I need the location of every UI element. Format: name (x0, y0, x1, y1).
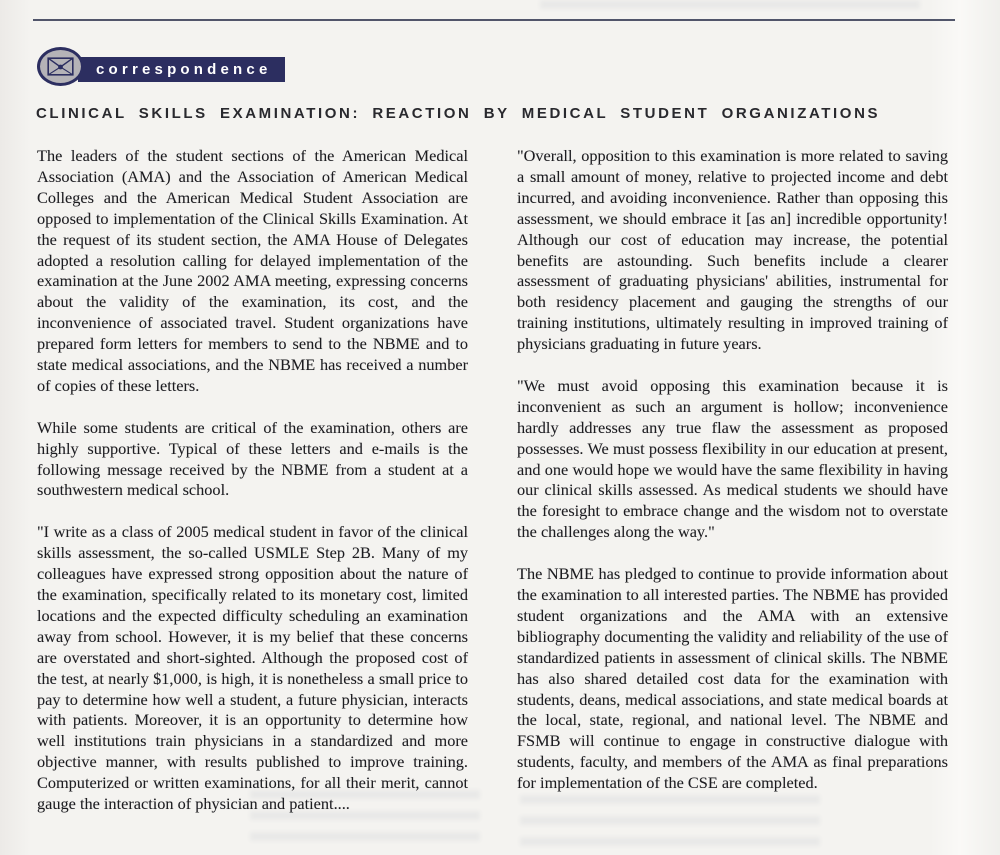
scan-bleedthrough (540, 0, 920, 14)
paragraph-student-letter-2: "Overall, opposition to this examination is more related to saving a small amount of money, relative to projected income and debt incurred, and avoiding inconvenience. Rather than opposing this assessment, we should embrace it [as an] incredible opportunity! Although our cost of education may increase, the potential benefits are astounding. Such benefits include a clearer assessment of graduating physicians' abilities, instrumental for both residency placement and gauging the strengths of our training institutions, ultimately resulting in improved training of physicians graduating in future years. (517, 146, 948, 354)
paragraph-supportive: While some students are critical of the examination, others are highly supportive. Typical of these letters and e-mails is the following message received by the NBME from a student at a southwestern medical school. (37, 417, 468, 500)
paragraph-nbme-response: The NBME has pledged to continue to provide information about the examination to all interested parties. The NBME has provided student organizations and the AMA with an extensive bibliography documenting the validity and reliability of the use of standardized patients in assessment of clinical skills. The NBME has also shared detailed cost data for the examination with students, deans, medical associations, and state medical boards at the local, state, regional, and national level. The NBME and FSMB will continue to engage in constructive dialogue with students, faculty, and members of the AMA as final preparations for implementation of the CSE are completed. (517, 564, 948, 793)
article-title: CLINICAL SKILLS EXAMINATION: REACTION BY MEDICAL STUDENT ORGANIZATIONS (36, 105, 881, 122)
section-badge: correspondence (78, 57, 285, 82)
top-rule (33, 19, 955, 21)
right-column (517, 146, 948, 815)
envelope-icon (47, 57, 74, 76)
paragraph-student-letter-3: "We must avoid opposing this examination because it is inconvenient as such an argument is hollow; inconvenience hardly addresses any true flaw the assessment as proposed possesses. We must possess flexibility in our education at present, and one would hope we would have the same flexibility in having our clinical skills assessed. As medical students we should have the foresight to embrace change and the wisdom not to overstate the challenges along the way." (517, 375, 948, 542)
paragraph-intro: The leaders of the student sections of the American Medical Association (AMA) and the Association of American Medical Colleges and the American Medical Student Association are opposed to implementation of the Clinical Skills Examination. At the request of its student section, the AMA House of Delegates adopted a resolution calling for delayed implementation of the examination at the June 2002 AMA meeting, expressing concerns about the validity of the examination, its cost, and the inconvenience of associated travel. Student organizations have prepared form letters for members to send to the NBME and to state medical associations, and the NBME has received a number of copies of these letters. (37, 146, 468, 395)
article-body (37, 146, 949, 815)
envelope-badge (37, 47, 84, 86)
paragraph-student-letter-1: "I write as a class of 2005 medical student in favor of the clinical skills assessment, the so-called USMLE Step 2B. Many of my colleagues have expressed strong opposition about the nature of the examination, specifically related to its monetary cost, limited locations and the expected difficulty scheduling an examination away from school. However, it is my belief that these concerns are overstated and short-sighted. Although the proposed cost of the test, at nearly $1,000, is high, it is nonetheless a small price to pay to determine how well a student, a future physician, interacts with patients. Moreover, it is an opportunity to determine how well institutions train physicians in a standardized and more objective manner, with results published to improve training. Computerized or written examinations, for all their merit, cannot gauge the interaction of physician and patient.... (37, 522, 468, 814)
left-column (37, 146, 468, 815)
